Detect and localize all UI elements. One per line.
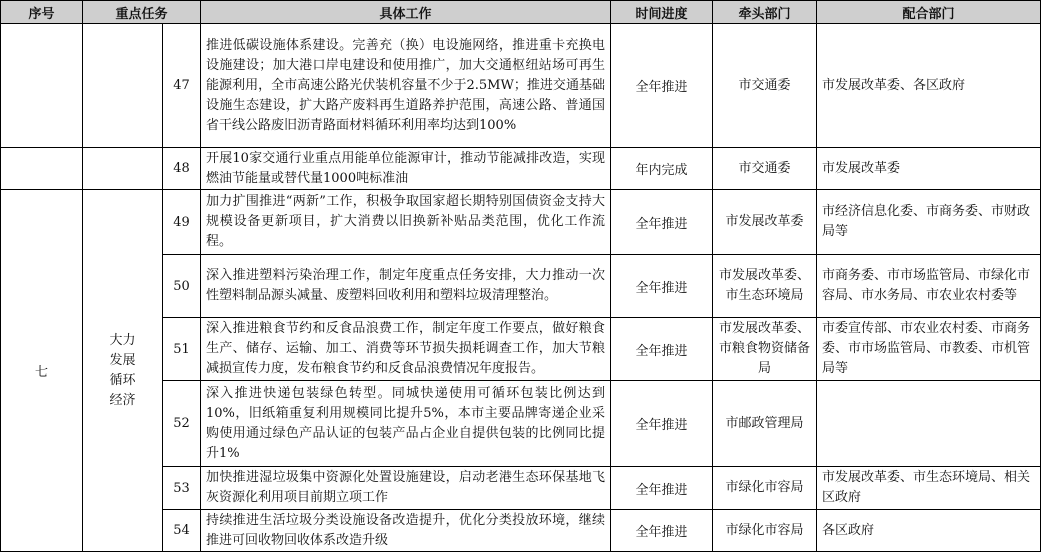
table-row bbox=[1, 24, 1041, 148]
progress-cell: 全年推进 bbox=[611, 318, 713, 381]
lead-cell: 市交通委 bbox=[713, 24, 817, 148]
progress-cell: 年内完成 bbox=[611, 148, 713, 190]
header-row bbox=[1, 1, 1041, 24]
cooperate-cell: 各区政府 bbox=[817, 510, 1041, 552]
header-cooperate: 配合部门 bbox=[817, 1, 1041, 24]
cooperate-cell: 市商务委、市市场监管局、市绿化市容局、市水务局、市农业农村委等 bbox=[817, 255, 1041, 318]
header-lead: 牵头部门 bbox=[713, 1, 817, 24]
row-number: 50 bbox=[163, 255, 201, 318]
table-row bbox=[1, 190, 1041, 255]
progress-cell: 全年推进 bbox=[611, 467, 713, 510]
group-category bbox=[83, 190, 163, 552]
work-cell: 加力扩围推进“两新”工作，积极争取国家超长期特别国债资金支持大规模设备更新项目，扩大消费以旧换新补贴品类范围，优化工作流程。 bbox=[201, 190, 611, 255]
progress-cell: 全年推进 bbox=[611, 255, 713, 318]
cooperate-cell: 市经济信息化委、市商务委、市财政局等 bbox=[817, 190, 1041, 255]
work-cell: 持续推进生活垃圾分类设施设备改造提升，优化分类投放环境，继续推进可回收物回收体系改造升级 bbox=[201, 510, 611, 552]
cooperate-cell: 市发展改革委 bbox=[817, 148, 1041, 190]
work-cell: 深入推进快递包装绿色转型。同城快递使用可循环包装比例达到10%，旧纸箱重复利用规模同比提升5%，本市主要品牌寄递企业采购使用通过绿色产品认证的包装产品占企业自提供包装的比例同比提升1% bbox=[201, 381, 611, 467]
row-number: 49 bbox=[163, 190, 201, 255]
header-work: 具体工作 bbox=[201, 1, 611, 24]
row-number: 53 bbox=[163, 467, 201, 510]
cooperate-cell bbox=[817, 381, 1041, 467]
progress-cell: 全年推进 bbox=[611, 190, 713, 255]
header-category: 重点任务 bbox=[83, 1, 201, 24]
lead-cell: 市邮政管理局 bbox=[713, 381, 817, 467]
row-number: 51 bbox=[163, 318, 201, 381]
cooperate-cell: 市发展改革委、市生态环境局、相关区政府 bbox=[817, 467, 1041, 510]
work-cell: 深入推进粮食节约和反食品浪费工作，制定年度工作要点，做好粮食生产、储存、运输、加工、消费等环节损失损耗调查工作，加大节粮减损宣传力度，发布粮食节约和反食品浪费情况年度报告。 bbox=[201, 318, 611, 381]
progress-cell: 全年推进 bbox=[611, 24, 713, 148]
lead-cell: 市交通委 bbox=[713, 148, 817, 190]
work-cell: 加快推进湿垃圾集中资源化处置设施建设，启动老港生态环保基地飞灰资源化利用项目前期立项工作 bbox=[201, 467, 611, 510]
lead-cell: 市发展改革委、市生态环境局 bbox=[713, 255, 817, 318]
row-number: 52 bbox=[163, 381, 201, 467]
lead-cell: 市绿化市容局 bbox=[713, 510, 817, 552]
table-row bbox=[1, 148, 1041, 190]
index-cell bbox=[1, 148, 83, 190]
work-cell: 开展10家交通行业重点用能单位能源审计，推动节能减排改造，实现燃油节能量或替代量1000吨标准油 bbox=[201, 148, 611, 190]
group-category-text: 大力发展循环经济 bbox=[109, 332, 136, 408]
category-cell bbox=[83, 24, 163, 148]
work-cell: 深入推进塑料污染治理工作，制定年度重点任务安排，大力推动一次性塑料制品源头减量、废塑料回收利用和塑料垃圾清理整治。 bbox=[201, 255, 611, 318]
lead-cell: 市绿化市容局 bbox=[713, 467, 817, 510]
progress-cell: 全年推进 bbox=[611, 381, 713, 467]
index-cell bbox=[1, 24, 83, 148]
lead-cell: 市发展改革委 bbox=[713, 190, 817, 255]
cooperate-cell: 市委宣传部、市农业农村委、市商务委、市市场监管局、市教委、市机管局等 bbox=[817, 318, 1041, 381]
lead-cell: 市发展改革委、市粮食物资储备局 bbox=[713, 318, 817, 381]
work-cell: 推进低碳设施体系建设。完善充（换）电设施网络，推进重卡充换电设施建设；加大港口岸电建设和使用推广，加大交通枢纽站场可再生能源利用，全市高速公路光伏装机容量不少于2.5MW；推进交通基础设施生态建设，扩大路产废料再生道路养护范围，高速公路、普通国省干线公路废旧沥青路面材料循环利用率均达到100% bbox=[201, 24, 611, 148]
header-index: 序号 bbox=[1, 1, 83, 24]
cooperate-cell: 市发展改革委、各区政府 bbox=[817, 24, 1041, 148]
category-cell bbox=[83, 148, 163, 190]
row-number: 48 bbox=[163, 148, 201, 190]
header-progress: 时间进度 bbox=[611, 1, 713, 24]
row-number: 47 bbox=[163, 24, 201, 148]
progress-cell: 全年推进 bbox=[611, 510, 713, 552]
group-index: 七 bbox=[1, 190, 83, 552]
row-number: 54 bbox=[163, 510, 201, 552]
